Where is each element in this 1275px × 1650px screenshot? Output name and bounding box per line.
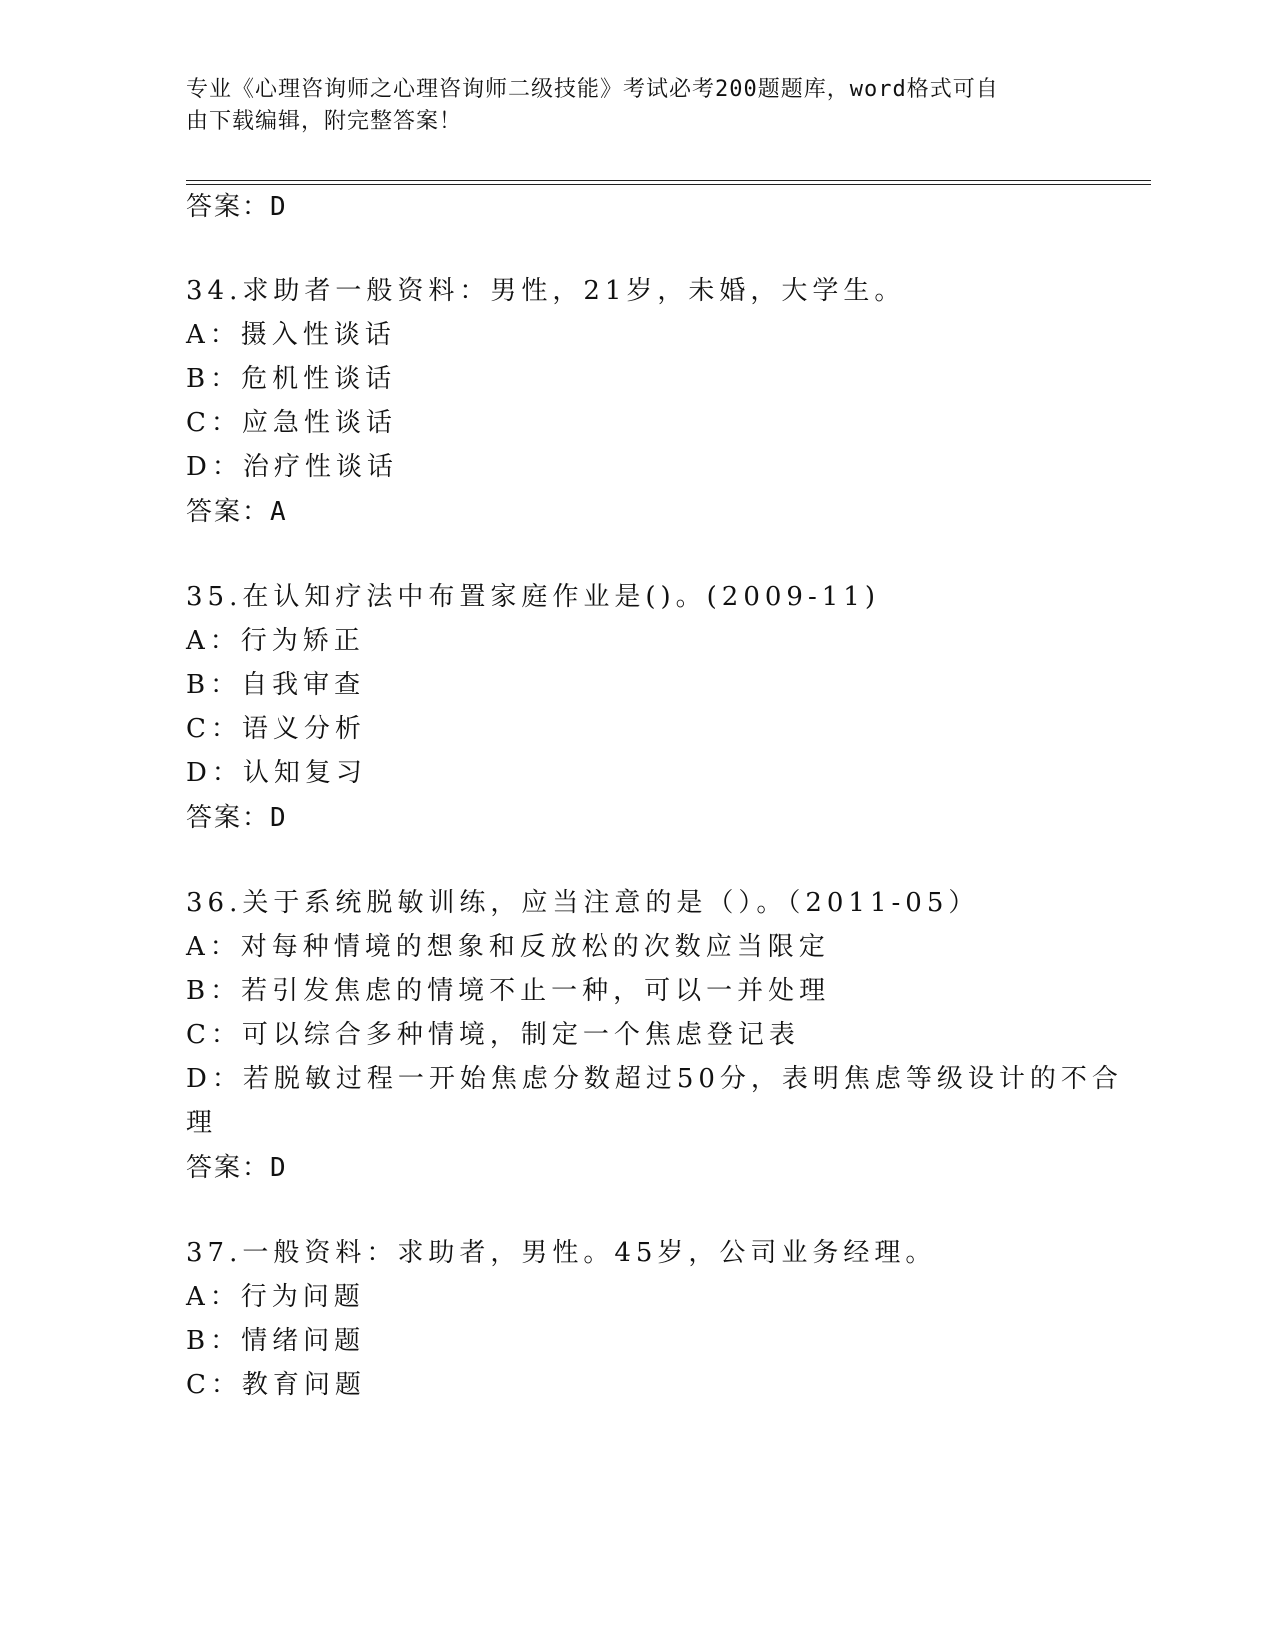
question-36-stem: 36.关于系统脱敏训练，应当注意的是（）。（2011-05） (186, 888, 980, 918)
question-36-option-a: A：对每种情境的想象和反放松的次数应当限定 (186, 932, 830, 962)
question-37-stem: 37.一般资料：求助者，男性。45岁，公司业务经理。 (186, 1238, 937, 1268)
question-37-option-a: A：行为问题 (186, 1282, 365, 1312)
question-37-option-b: B：情绪问题 (186, 1326, 366, 1356)
question-34-answer (186, 495, 288, 529)
header-divider-bottom (186, 184, 1151, 185)
question-35-option-a: A：行为矫正 (186, 626, 365, 656)
question-36-option-d-continuation: 理 (186, 1108, 218, 1138)
answer-value: D (270, 1153, 288, 1183)
answer-value: D (270, 192, 288, 222)
answer-label: 答案： (186, 497, 271, 527)
answer-label: 答案： (186, 803, 271, 833)
answer-label: 答案： (186, 1153, 271, 1183)
question-34-option-b: B：危机性谈话 (186, 364, 397, 394)
question-35-option-b: B：自我审查 (186, 670, 366, 700)
question-37-option-c: C：教育问题 (186, 1370, 366, 1400)
question-35-option-c: C：语义分析 (186, 714, 366, 744)
question-34-option-a: A：摄入性谈话 (186, 320, 396, 350)
question-35-option-d: D：认知复习 (186, 758, 367, 788)
question-35-stem: 35.在认知疗法中布置家庭作业是()。(2009-11) (186, 582, 880, 612)
answer-value: A (270, 497, 288, 527)
document-header (186, 74, 1066, 138)
answer-value: D (270, 803, 288, 833)
header-line-1: 专业《心理咨询师之心理咨询师二级技能》考试必考200题题库，word格式可自 (186, 77, 999, 102)
question-34-option-c: C：应急性谈话 (186, 408, 397, 438)
question-36-answer (186, 1151, 288, 1185)
question-36-option-d: D：若脱敏过程一开始焦虑分数超过50分，表明焦虑等级设计的不合 (186, 1064, 1123, 1094)
question-34-stem: 34.求助者一般资料：男性，21岁，未婚，大学生。 (186, 276, 906, 306)
question-36-option-c: C：可以综合多种情境，制定一个焦虑登记表 (186, 1020, 800, 1050)
header-line-2: 由下载编辑，附完整答案！ (186, 109, 463, 134)
header-divider-top (186, 180, 1151, 181)
answer-previous (186, 190, 288, 224)
answer-label: 答案： (186, 192, 271, 222)
question-34-option-d: D：治疗性谈话 (186, 452, 398, 482)
question-35-answer (186, 801, 288, 835)
question-36-option-b: B：若引发焦虑的情境不止一种，可以一并处理 (186, 976, 831, 1006)
